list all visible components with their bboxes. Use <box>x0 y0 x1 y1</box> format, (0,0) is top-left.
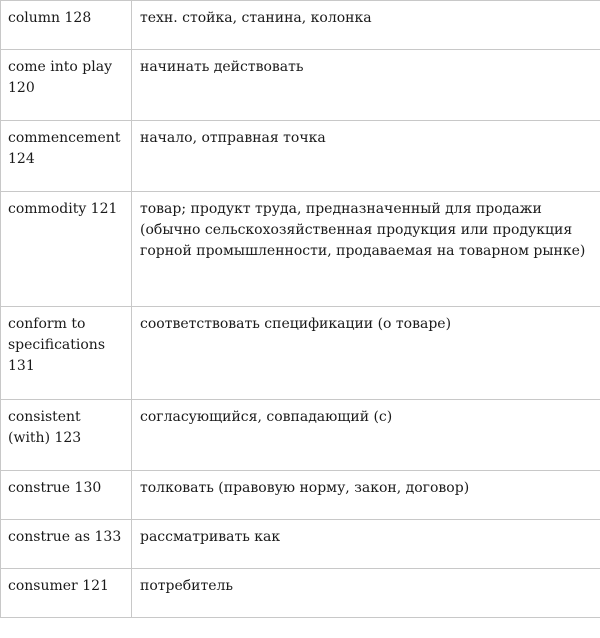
term-cell: construe 130 <box>1 471 132 520</box>
definition-cell: начинать действовать <box>132 50 600 121</box>
definition-cell: товар; продукт труда, предназначенный для продажи (обычно сельскохозяйственная продукция или продукция горной промышленности, продаваемая на товарном рынке) <box>132 192 600 307</box>
term-cell: come into play 120 <box>1 50 132 121</box>
table-row <box>1 50 600 121</box>
term-cell: conform to specifications 131 <box>1 307 132 400</box>
term-cell: commodity 121 <box>1 192 132 307</box>
table-row <box>1 569 600 618</box>
term-cell: column 128 <box>1 1 132 50</box>
definition-cell: начало, отправная точка <box>132 121 600 192</box>
definition-cell: согласующийся, совпадающий (с) <box>132 400 600 471</box>
definition-cell: толковать (правовую норму, закон, договор) <box>132 471 600 520</box>
table-row <box>1 400 600 471</box>
table-row <box>1 520 600 569</box>
definition-cell: техн. стойка, станина, колонка <box>132 1 600 50</box>
term-cell: commencement 124 <box>1 121 132 192</box>
term-cell: construe as 133 <box>1 520 132 569</box>
term-cell: consumer 121 <box>1 569 132 618</box>
table-row <box>1 192 600 307</box>
table-row <box>1 471 600 520</box>
term-cell: consistent (with) 123 <box>1 400 132 471</box>
table-row <box>1 1 600 50</box>
table-row <box>1 307 600 400</box>
definition-cell: рассматривать как <box>132 520 600 569</box>
definition-cell: потребитель <box>132 569 600 618</box>
table-row <box>1 121 600 192</box>
definition-cell: соответствовать спецификации (о товаре) <box>132 307 600 400</box>
